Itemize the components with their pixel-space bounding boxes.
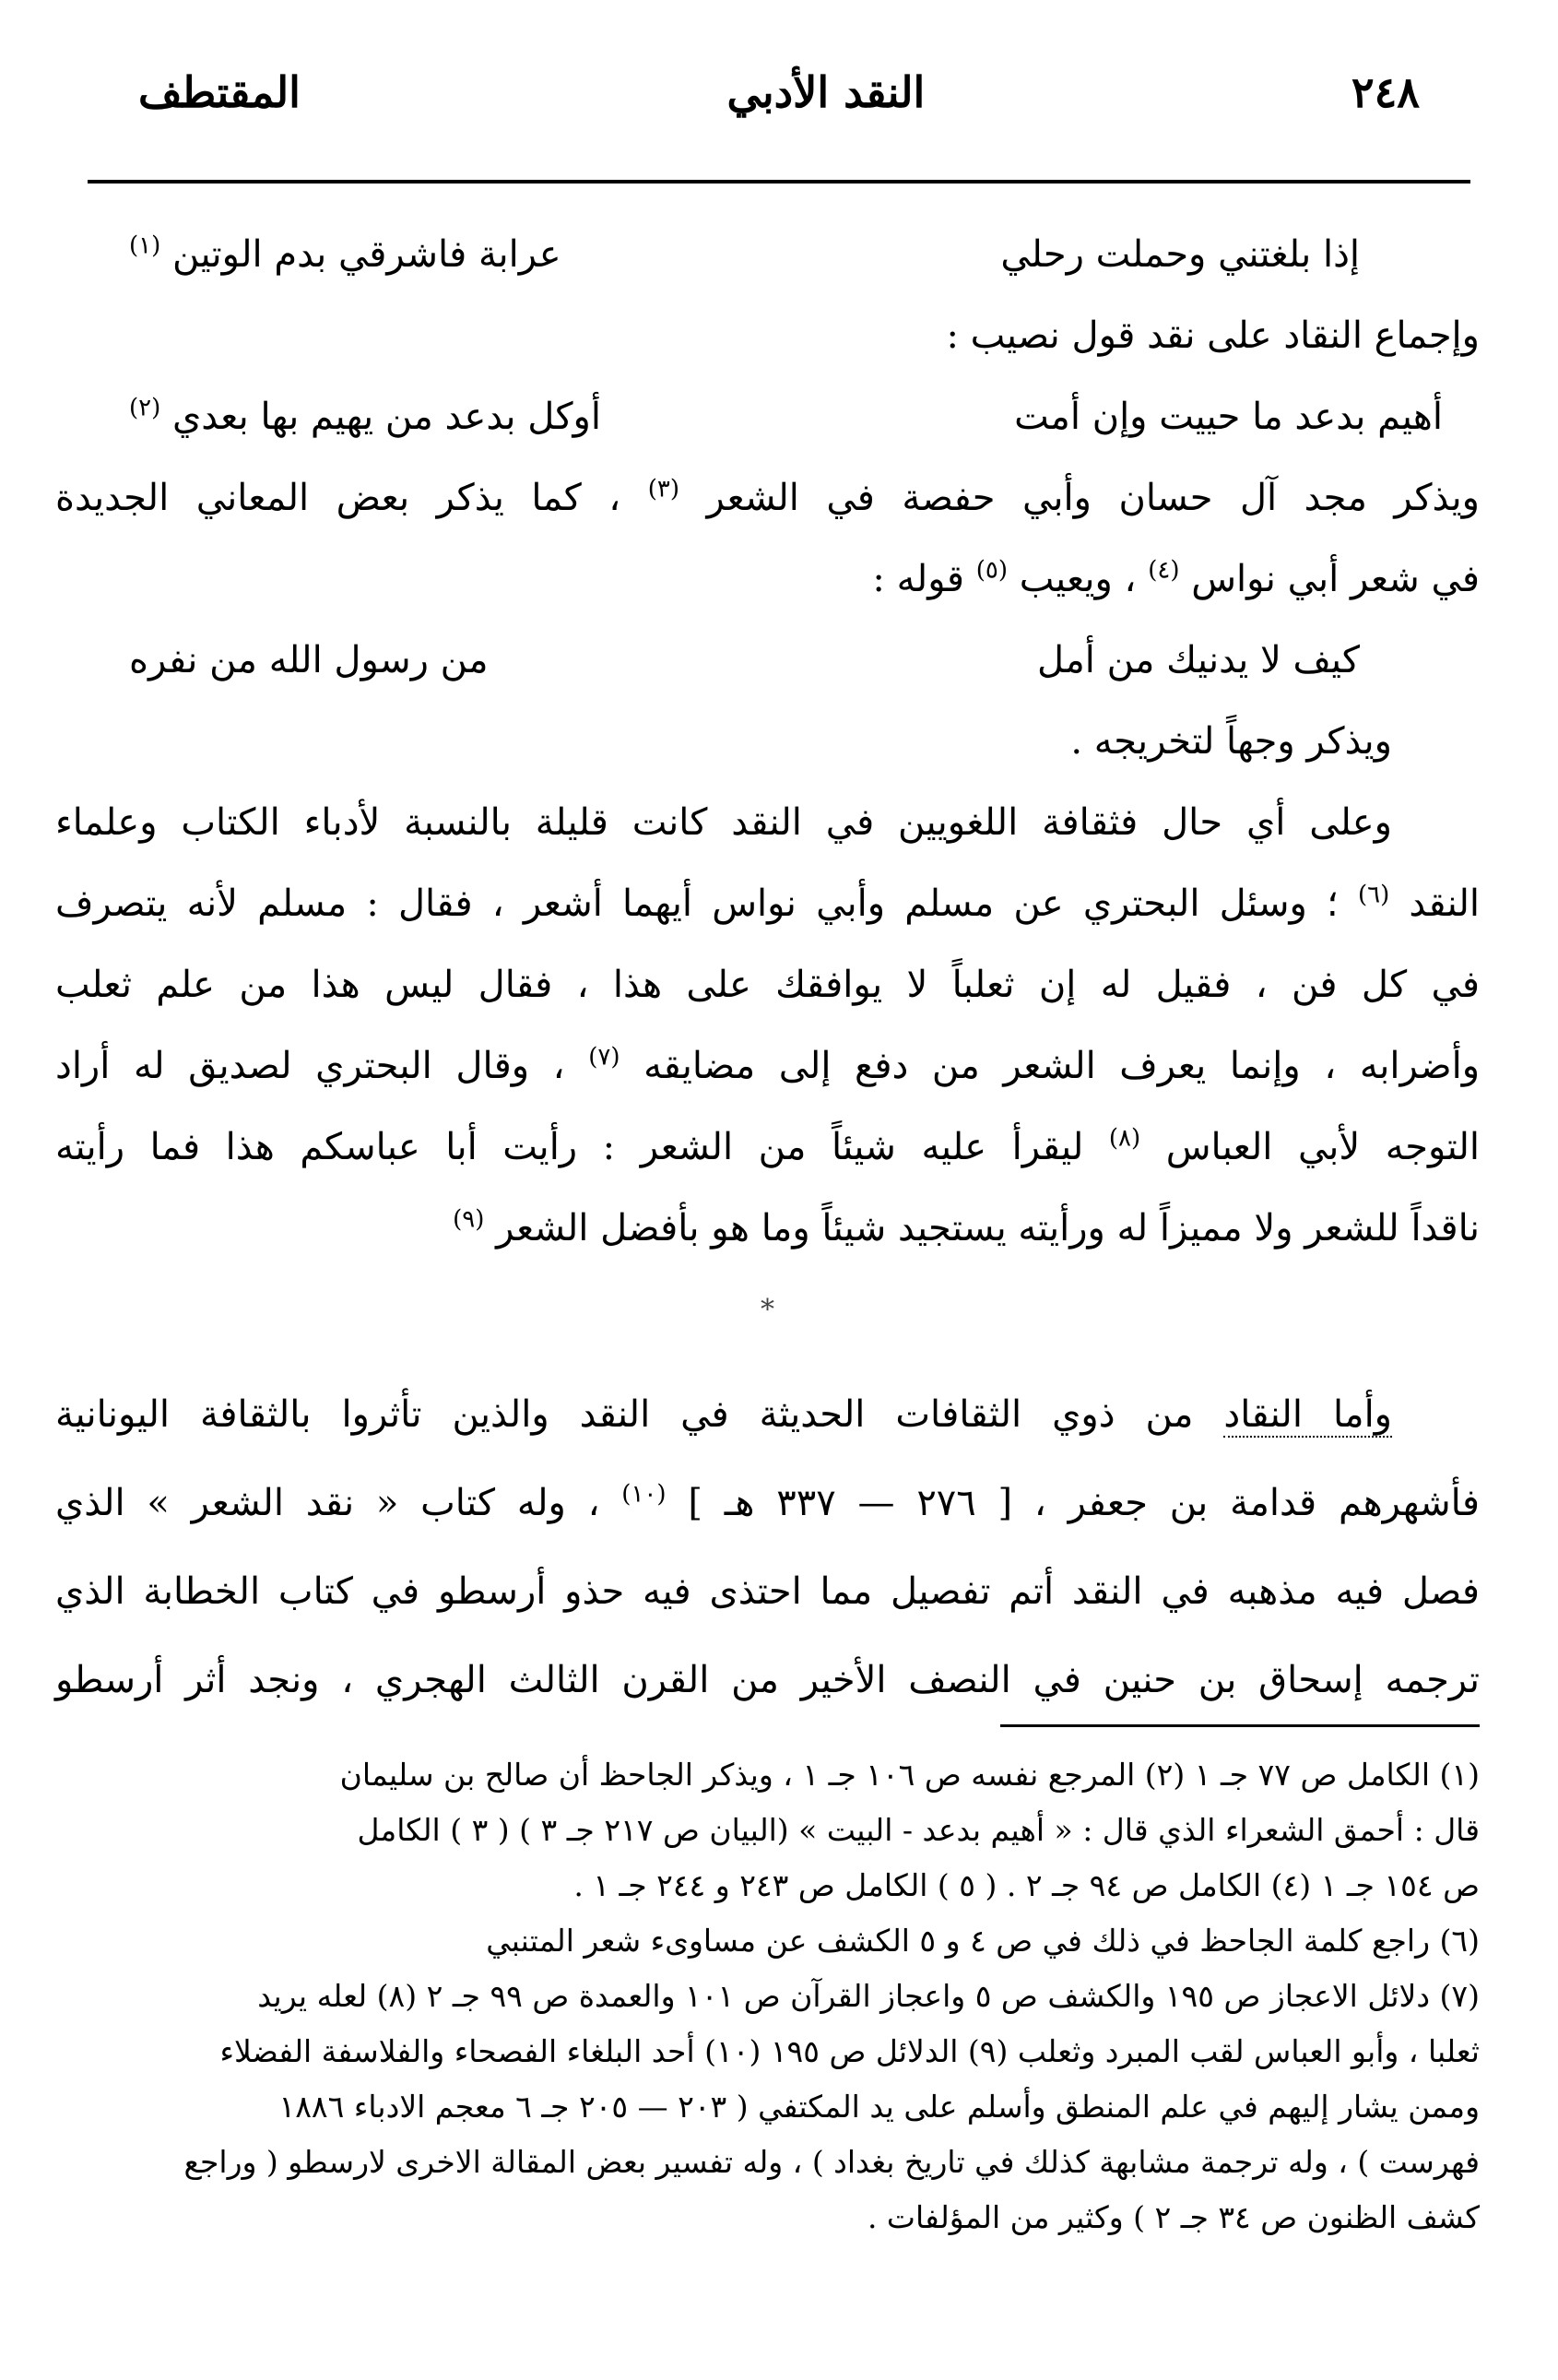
- footnote-line: (١) الكامل ص ٧٧ جـ ١ (٢) المرجع نفسه ص ١٠٦ جـ ١ ، ويذكر الجاحظ أن صالح بن سليمان: [339, 1757, 1480, 1793]
- text-segment: فأشهرهم قدامة بن جعفر ، [ ٢٧٦ — ٣٣٧ هـ ]: [688, 1482, 1480, 1524]
- text-segment: النقد: [1409, 882, 1481, 925]
- footnote-ref-10: (١٠): [621, 1480, 667, 1509]
- text-segment: وأضرابه ، وإنما يعرف الشعر من دفع إلى مضايقه: [643, 1045, 1481, 1087]
- text-segment: ناقداً للشعر ولا مميزاً له ورأيته يستجيد شيئاً وما هو بأفضل الشعر: [496, 1207, 1480, 1249]
- verse-1-hemistich-1: إذا بلغتني وحملت رحلي: [1000, 233, 1360, 276]
- verse-2-hemistich-2-text: أوكل بدعد من يهيم بها بعدي: [172, 396, 601, 438]
- text-line: [55, 1370, 1480, 1459]
- footnote-ref-2: (٢): [129, 394, 161, 422]
- footnote-line: ص ١٥٤ جـ ١ (٤) الكامل ص ٩٤ جـ ٢ . ( ٥ ) الكامل ص ٢٤٣ و ٢٤٤ جـ ١ .: [573, 1867, 1480, 1903]
- verse-1: [55, 214, 1480, 295]
- text-segment: قوله :: [872, 558, 965, 600]
- text-segment: في شعر أبي نواس: [1191, 558, 1480, 600]
- text-line: ويذكر وجهاً لتخريجه .: [1070, 720, 1392, 763]
- page-number: ٢٤٨: [1351, 67, 1420, 117]
- verse-1-hemistich-2: [129, 214, 561, 295]
- footnotes: [55, 1747, 1480, 2245]
- footnote-line: ثعلبا ، وأبو العباس لقب المبرد وثعلب (٩) الدلائل ص ١٩٥ (١٠) أحد البلغاء الفصحاء والفلاسفة الفضلاء: [219, 2033, 1480, 2069]
- verse-2-hemistich-2: [129, 376, 601, 457]
- text-segment: ، وله كتاب « نقد الشعر » الذي: [55, 1482, 600, 1524]
- footnote-line: (٧) دلائل الاعجاز ص ١٩٥ والكشف ص ٥ واعجاز القرآن ص ١٠١ والعمدة ص ٩٩ جـ ٢ (٨) لعله يريد: [257, 1978, 1480, 2014]
- text-segment: من ذوي الثقافات الحديثة في النقد والذين تأثروا بالثقافة اليونانية: [55, 1393, 1194, 1436]
- footnote-ref-4: (٤): [1148, 556, 1180, 585]
- text-segment: ويذكر مجد آل حسان وأبي حفصة في الشعر: [706, 477, 1480, 519]
- header-rule: [88, 180, 1470, 184]
- footnote-line: قال : أحمق الشعراء الذي قال : « أهيم بدعد - البيت » (البيان ص ٢١٧ جـ ٣ ) ( ٣ ) الكامل: [357, 1812, 1480, 1848]
- footnote-ref-5: (٥): [975, 556, 1009, 585]
- text-segment: التوجه لأبي العباس: [1165, 1126, 1481, 1168]
- footnote-ref-3: (٣): [647, 475, 679, 503]
- chapter-title: النقد الأدبي: [726, 67, 926, 117]
- text-line: [55, 1459, 1480, 1547]
- verse-1-hemistich-2-text: عرابة فاشرقي بدم الوتين: [172, 233, 561, 276]
- text-line: [55, 1188, 1480, 1269]
- text-segment: ، وقال البحتري لصديق له أراد: [55, 1045, 565, 1087]
- text-line: وعلى أي حال فثقافة اللغويين في النقد كانت قليلة بالنسبة لأدباء الكتاب وعلماء: [55, 801, 1392, 844]
- text-line: [55, 863, 1480, 944]
- text-line: [55, 539, 1480, 620]
- second-section: [55, 1370, 1480, 1724]
- section-separator: *: [761, 1294, 774, 1326]
- footnote-line: كشف الظنون ص ٣٤ جـ ٢ ) وكثير من المؤلفات .: [867, 2199, 1480, 2235]
- footnote-ref-6: (٦): [1357, 881, 1390, 909]
- verse-3-hemistich-2: من رسول الله من نفره: [129, 639, 489, 681]
- footnote-ref-1: (١): [129, 231, 161, 260]
- text-line: فصل فيه مذهبه في النقد أتم تفصيل مما احتذى فيه حذو أرسطو في كتاب الخطابة الذي: [55, 1570, 1480, 1613]
- footnote-ref-8: (٨): [1108, 1124, 1141, 1153]
- text-line: [55, 457, 1480, 539]
- footnote-line: (٦) راجع كلمة الجاحظ في ذلك في ص ٤ و ٥ الكشف عن مساوىء شعر المتنبي: [486, 1923, 1480, 1959]
- underlined-term: وأما النقاد: [1223, 1393, 1392, 1436]
- footnote-ref-9: (٩): [453, 1205, 485, 1234]
- text-segment: ؛ وسئل البحتري عن مسلم وأبي نواس أيهما أشعر ، فقال : مسلم لأنه يتصرف: [55, 882, 1339, 925]
- text-line: ترجمه إسحاق بن حنين في النصف الأخير من القرن الثالث الهجري ، ونجد أثر أرسطو: [55, 1659, 1480, 1701]
- footnote-rule: [1000, 1724, 1480, 1727]
- journal-name: المقتطف: [138, 67, 301, 117]
- text-line: [55, 1025, 1480, 1107]
- footnote-line: وممن يشار إليهم في علم المنطق وأسلم على يد المكتفي ( ٢٠٣ — ٢٠٥ جـ ٦ معجم الادباء ١٨٨٦: [278, 2089, 1480, 2125]
- verse-2: [55, 376, 1480, 457]
- text-segment: ، كما يذكر بعض المعاني الجديدة: [55, 477, 621, 519]
- verse-3: [55, 620, 1480, 701]
- page-header: [138, 51, 1420, 134]
- body-text: [55, 214, 1480, 1724]
- text-line: وإجماع النقاد على نقد قول نصيب :: [946, 314, 1480, 357]
- text-segment: ، ويعيب: [1019, 558, 1137, 600]
- text-line: في كل فن ، فقيل له إن ثعلباً لا يوافقك على هذا ، فقال ليس هذا من علم ثعلب: [55, 964, 1480, 1006]
- text-segment: ليقرأ عليه شيئاً من الشعر : رأيت أبا عباسكم هذا فما رأيته: [55, 1126, 1084, 1168]
- footnote-line: فهرست ) ، وله ترجمة مشابهة كذلك في تاريخ بغداد ) ، وله تفسير بعض المقالة الاخرى لارسطو ( وراجع: [183, 2144, 1480, 2180]
- text-line: [55, 1107, 1480, 1188]
- footnote-ref-7: (٧): [588, 1043, 620, 1072]
- verse-3-hemistich-1: كيف لا يدنيك من أمل: [1037, 639, 1360, 681]
- verse-2-hemistich-1: أهيم بدعد ما حييت وإن أمت: [1014, 396, 1443, 438]
